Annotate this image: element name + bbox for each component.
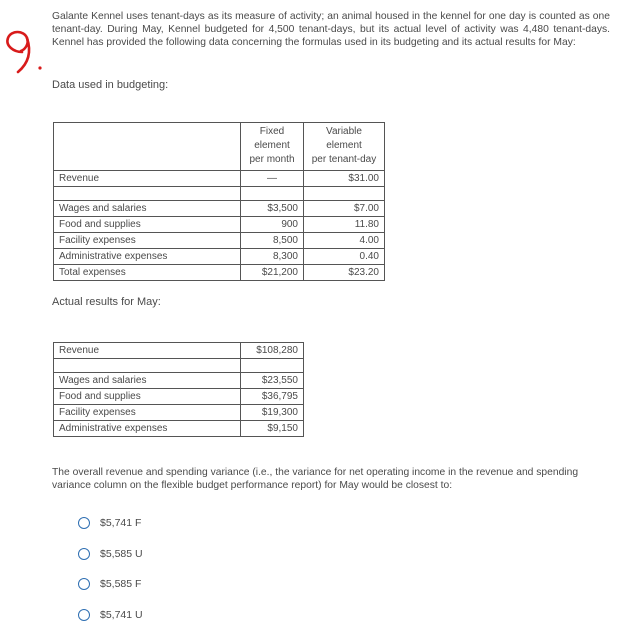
- row-label: Administrative expenses: [54, 421, 241, 437]
- variable-value: 11.80: [304, 217, 385, 233]
- variable-column-header: Variable element per tenant-day: [304, 123, 385, 171]
- actual-revenue-row: [54, 343, 304, 359]
- radio-button[interactable]: [78, 548, 90, 560]
- actual-row: [54, 405, 304, 421]
- fixed-value: 8,500: [241, 233, 304, 249]
- option-label: $5,585 F: [100, 578, 142, 590]
- budget-revenue-row: [54, 171, 385, 187]
- budget-header-row: [54, 123, 385, 171]
- answer-option-3[interactable]: [78, 575, 141, 593]
- row-label: Facility expenses: [54, 233, 241, 249]
- budget-spacer-row: [54, 187, 385, 201]
- handwritten-question-number: [0, 22, 50, 78]
- fixed-value: 8,300: [241, 249, 304, 265]
- budget-table: [53, 122, 385, 281]
- fixed-value: 900: [241, 217, 304, 233]
- row-label: Food and supplies: [54, 389, 241, 405]
- actual-value: $9,150: [241, 421, 304, 437]
- actual-row: [54, 421, 304, 437]
- question-text: The overall revenue and spending variance (i.e., the variance for net operating income in the revenue and spending variance column on the flexible budget performance report) for May would be closest to:: [52, 467, 579, 491]
- row-label: Total expenses: [54, 265, 241, 281]
- option-label: $5,741 U: [100, 609, 143, 621]
- actual-row: [54, 373, 304, 389]
- row-label: Facility expenses: [54, 405, 241, 421]
- budgeting-heading: Data used in budgeting:: [52, 79, 169, 91]
- budget-row: [54, 217, 385, 233]
- actual-heading: Actual results for May:: [52, 296, 161, 308]
- actual-value: $23,550: [241, 373, 304, 389]
- fixed-value: —: [241, 171, 304, 187]
- row-label: Food and supplies: [54, 217, 241, 233]
- fixed-value: $3,500: [241, 201, 304, 217]
- variable-value: 4.00: [304, 233, 385, 249]
- row-label: Revenue: [54, 171, 241, 187]
- budget-row: [54, 249, 385, 265]
- variable-value: 0.40: [304, 249, 385, 265]
- row-label: Administrative expenses: [54, 249, 241, 265]
- actual-spacer-row: [54, 359, 304, 373]
- variable-value: $31.00: [304, 171, 385, 187]
- actual-row: [54, 389, 304, 405]
- budget-header-blank: [54, 123, 241, 171]
- variable-value: $7.00: [304, 201, 385, 217]
- budget-row: [54, 233, 385, 249]
- answer-option-4[interactable]: [78, 606, 143, 624]
- answer-option-2[interactable]: [78, 545, 143, 563]
- actual-value: $36,795: [241, 389, 304, 405]
- fixed-column-header: Fixed element per month: [241, 123, 304, 171]
- radio-button[interactable]: [78, 578, 90, 590]
- radio-button[interactable]: [78, 517, 90, 529]
- budget-total-row: [54, 265, 385, 281]
- radio-button[interactable]: [78, 609, 90, 621]
- option-label: $5,741 F: [100, 517, 142, 529]
- intro-paragraph: Galante Kennel uses tenant-days as its measure of activity; an animal housed in the kennel for one day is counted as one tenant-day. During May, Kennel budgeted for 4,500 tenant-days, but its actual level of activity was 4,480 tenant-days. Kennel has provided the following data concerning the formulas used in its budgeting and its actual results for May:: [52, 11, 610, 48]
- answer-option-1[interactable]: [78, 514, 141, 532]
- row-label: Wages and salaries: [54, 201, 241, 217]
- budget-row: [54, 201, 385, 217]
- actual-value: $108,280: [241, 343, 304, 359]
- row-label: Revenue: [54, 343, 241, 359]
- actual-value: $19,300: [241, 405, 304, 421]
- actual-results-table: [53, 342, 304, 437]
- fixed-value: $21,200: [241, 265, 304, 281]
- option-label: $5,585 U: [100, 548, 143, 560]
- row-label: Wages and salaries: [54, 373, 241, 389]
- variable-value: $23.20: [304, 265, 385, 281]
